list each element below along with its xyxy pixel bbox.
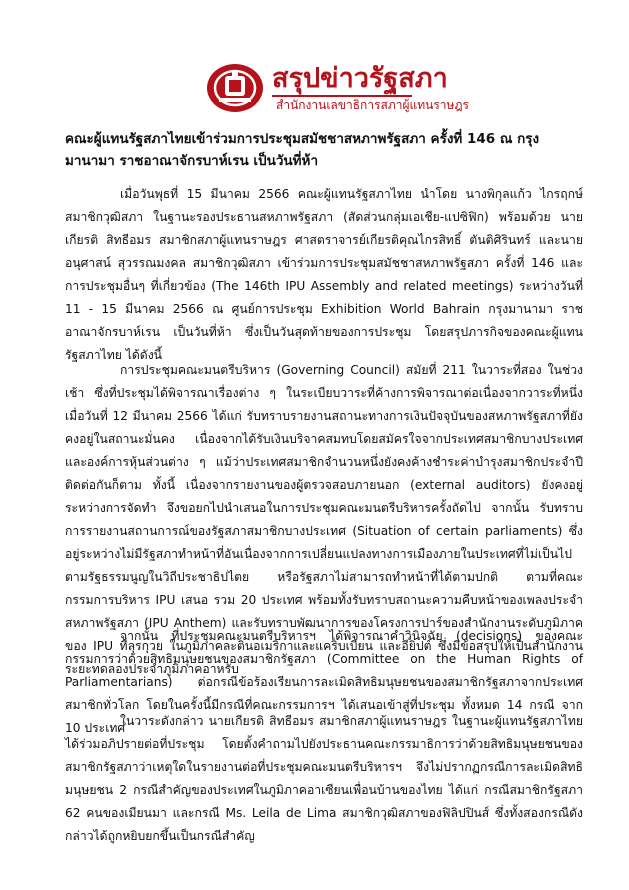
article-paragraph: ในวาระดังกล่าว นายเกียรติ สิทธีอมร สมาชิกสภาผู้แทนราษฎร ในฐานะผู้แทนรัฐสภาไทย ได้ร่วมอภิปรายต่อที่ประชุม โดยตั้งคำถามไปยังประธานคณะกรรมาธิการว่าด้วยสิทธิมนุษยชนของสมาชิกรัฐสภาว่าเหตุใดในรายงานต่อที่ประชุมคณะมนตรีบริหารฯ จึงไม่ปรากฏกรณีการละเมิดสิทธิมนุษยชน 2 กรณีสำคัญของประเทศในภูมิภาคอาเซียนเพื่อนบ้านของไทย ได้แก่ กรณีสมาชิกรัฐสภา 62 คนของเมียนมา และกรณี Ms. Leila de Lima สมาชิกวุฒิสภาของฟิลิปปินส์ ซึ่งทั้งสองกรณีดังกล่าวได้ถูกหยิบยกขึ้นเป็นกรณีสำคัญ (65, 714, 583, 843)
article-paragraph: เมื่อวันพุธที่ 15 มีนาคม 2566 คณะผู้แทนรัฐสภาไทย นำโดย นางพิกุลแก้ว ไกรฤกษ์ สมาชิกวุฒิสภา ในฐานะรองประธานสหภาพรัฐสภา (สัดส่วนกลุ่มเอเชีย-แปซิฟิก) พร้อมด้วย นายเกียรติ สิทธีอมร สมาชิกสภาผู้แทนราษฎร ศาสตราจารย์เกียรติคุณไกรสิทธิ์ ตันติศิรินทร์ และนายอนุศาสน์ สุวรรณมงคล สมาชิกวุฒิสภา เข้าร่วมการประชุมสมัชชาสหภาพรัฐสภา ครั้งที่ 146 และการประชุมอื่นๆ ที่เกี่ยวข้อง (The 146th IPU Assembly and related meetings) ระหว่างวันที่ 11 - 15 มีนาคม 2566 ณ ศูนย์การประชุม Exhibition World Bahrain กรุงมานามา ราชอาณาจักรบาห์เรน เป็นวันที่ห้า ซึ่งเป็นวันสุดท้ายของการประชุม โดยสรุปภารกิจของคณะผู้แทนรัฐสภาไทย ได้ดังนี้ (65, 187, 583, 362)
article-paragraph: จากนั้น ที่ประชุมคณะมนตรีบริหารฯ ได้พิจารณาคำวินิจฉัย (decisions) ของคณะกรรมการว่าด้วยสิทธิมนุษยชนของสมาชิกรัฐสภา (Committee on the Human Rights of Parliamentarians) ต่อกรณีข้อร้องเรียนการละเมิดสิทธิมนุษยชนของสมาชิกรัฐสภาจากประเทศสมาชิกทั่วโลก โดยในครั้งนี้มีกรณีที่คณะกรรมการฯ ได้เสนอเข้าสู่ที่ประชุม ทั้งหมด 14 กรณี จาก 10 ประเทศ (65, 629, 583, 735)
article-headline: คณะผู้แทนรัฐสภาไทยเข้าร่วมการประชุมสมัชชาสหภาพรัฐสภา ครั้งที่ 146 ณ กรุงมานามา ราชอาณาจักรบาห์เรน เป็นวันที่ห้า (65, 131, 540, 169)
parliament-emblem-icon (205, 62, 265, 114)
brand-subtitle: สำนักงานเลขาธิการสภาผู้แทนราษฎร (276, 98, 469, 112)
brand-title: สรุปข่าวรัฐสภา (272, 63, 448, 94)
article-paragraph: การประชุมคณะมนตรีบริหาร (Governing Council) สมัยที่ 211 ในวาระที่สอง ในช่วงเช้า ซึ่งที่ประชุมได้พิจารณาเรื่องต่าง ๆ ในระเบียบวาระที่ค้างการพิจารณาต่อเนื่องจากวาระที่หนึ่งเมื่อวันที่ 12 มีนาคม 2566 ได้แก่ รับทราบรายงานสถานะทางการเงินปัจจุบันของสหภาพรัฐสภาที่ยังคงอยู่ในสถานะมั่นคง เนื่องจากได้รับเงินบริจาคสมทบโดยสมัครใจจากประเทศสมาชิกบางประเทศ และองค์การหุ้นส่วนต่าง ๆ แม้ว่าประเทศสมาชิกจำนวนหนึ่งยังคงค้างชำระค่าบำรุงสมาชิกประจำปีติดต่อกันก็ตาม ทั้งนี้ เนื่องจากรายงานของผู้ตรวจสอบภายนอก (external auditors) ยังคงอยู่ระหว่างการจัดทำ จึงขอยกไปนำเสนอในการประชุมคณะมนตรีบริหารครั้งถัดไป จากนั้น รับทราบการรายงานสถานการณ์ของรัฐสภาสมาชิกบางประเทศ (Situation of certain parliaments) ซึ่งอยู่ระหว่างไม่มีรัฐสภาทำหน้าที่อันเนื่องจากการเปลี่ยนแปลงทางการเมืองภายในประเทศที่ไม่เป็นไปตามรัฐธรรมนูญในวิถีประชาธิปไตย หรือรัฐสภาไม่สามารถทำหน้าที่ได้ตามปกติ ตามที่คณะกรรมการบริหาร IPU เสนอ รวม 20 ประเทศ พร้อมทั้งรับทราบสถานะความคืบหน้าของเพลงประจำสหภาพรัฐสภา (IPU Anthem) และรับทราบพัฒนาการของโครงการปาร์ของสำนักงานระดับภูมิภาคของ IPU ที่ลุรกุวย ในภูมิภาคละตินอเมริกาและแคริบเบียน และอียิปต์ ซึ่งมีข้อสรุปให้เป็นสำนักงานระยะทดลองประจำภูมิภาคอาหรับ (65, 363, 583, 676)
